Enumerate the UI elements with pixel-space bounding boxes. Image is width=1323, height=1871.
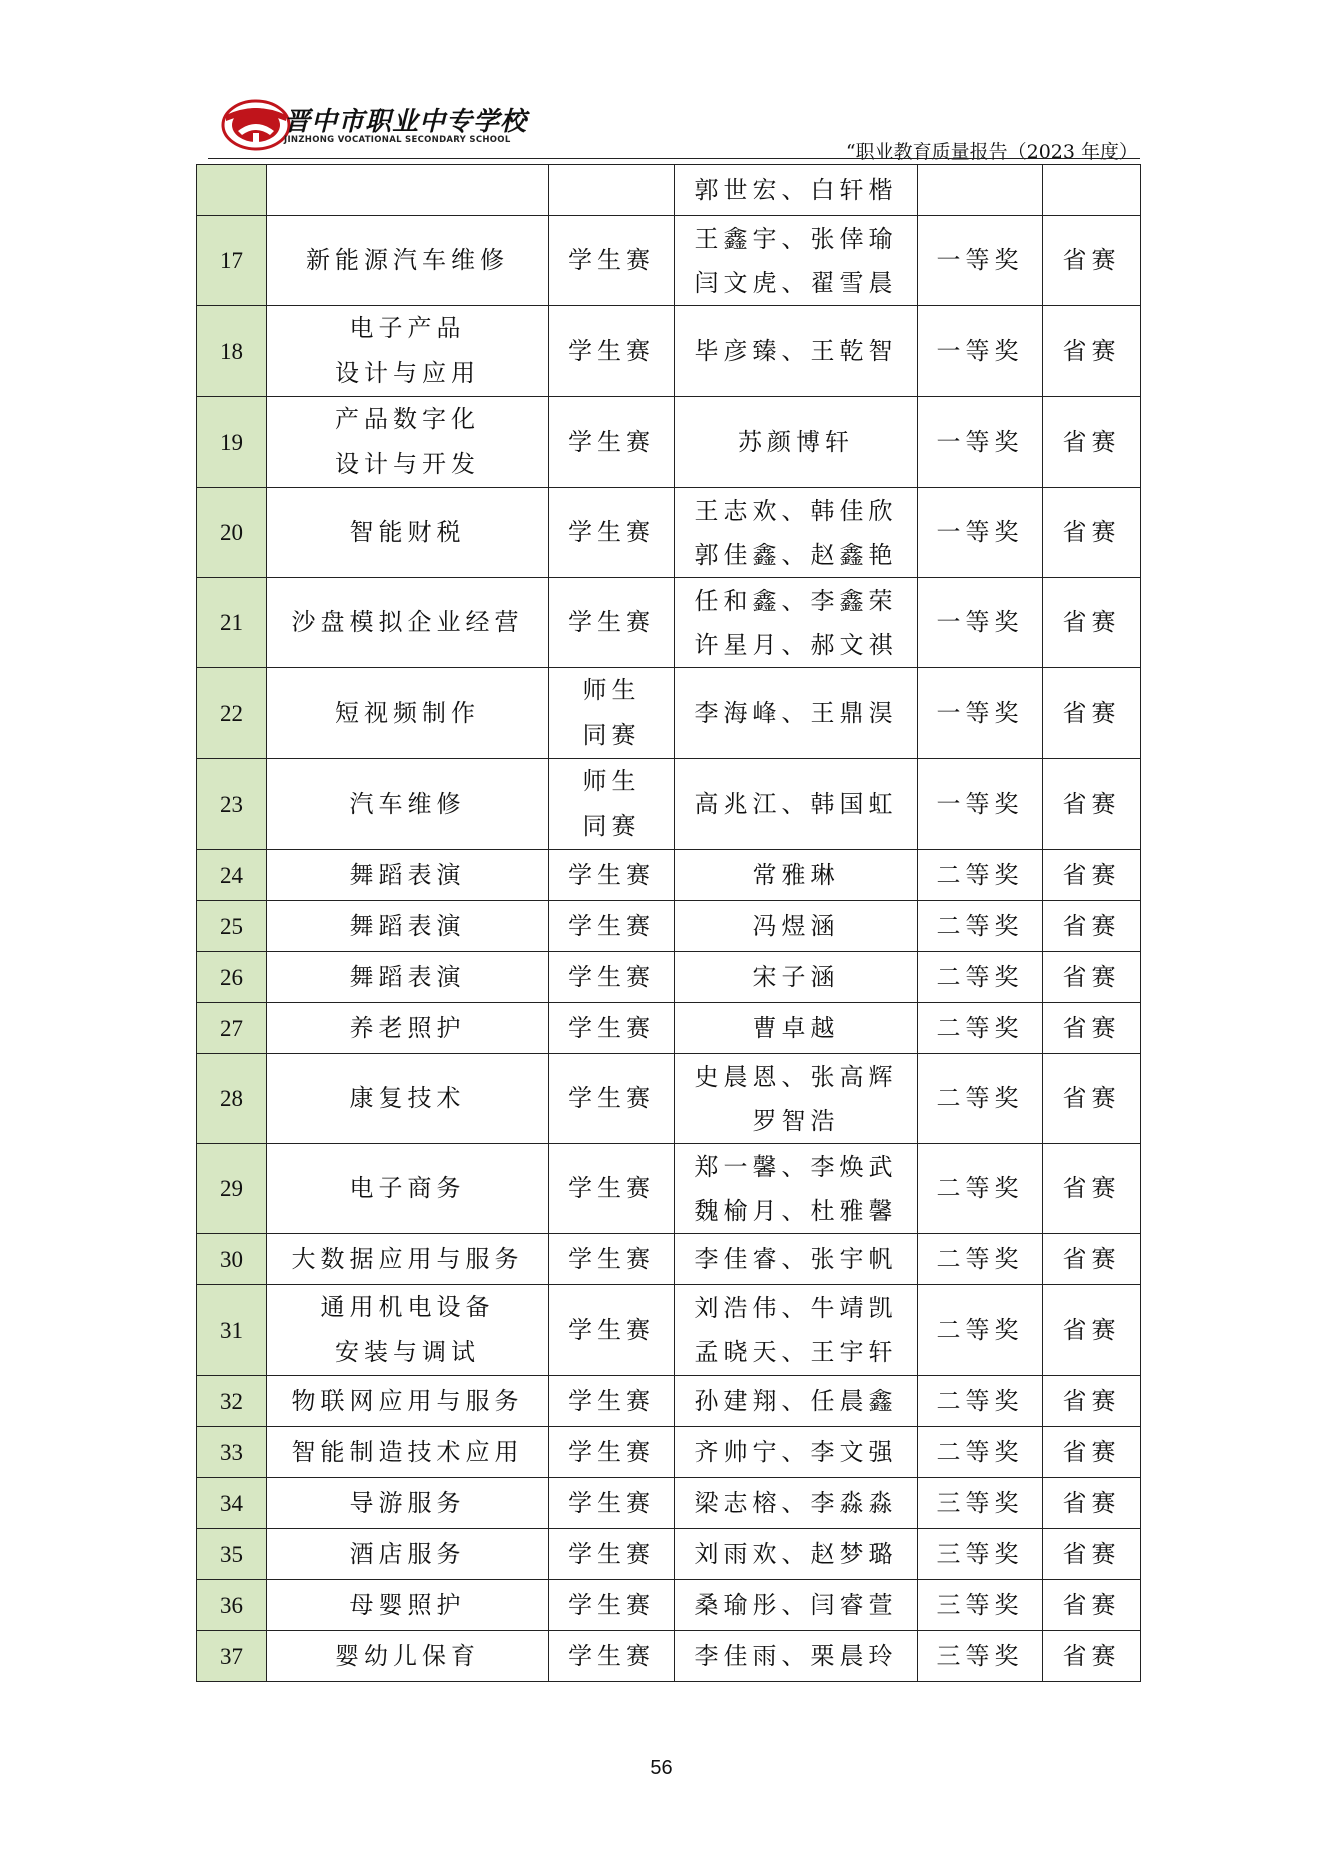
type-cell: [549, 216, 675, 306]
table-row: [197, 1427, 1141, 1478]
level-cell: 省赛: [1043, 901, 1141, 952]
level-cell: 省赛: [1043, 668, 1141, 759]
names-cell-line: 闫文虎、翟雪晨: [694, 268, 898, 297]
names-cell-line: 李佳睿、张宇帆: [694, 1245, 898, 1273]
award-cell: 二等奖: [918, 1054, 1043, 1144]
award-cell: 三等奖: [918, 1529, 1043, 1580]
table-row: [197, 759, 1141, 850]
level-cell: 省赛: [1043, 1529, 1141, 1580]
award-cell: 一等奖: [918, 759, 1043, 850]
awards-table: [196, 164, 1141, 1682]
type-cell-line: 学生赛: [568, 1590, 655, 1619]
table-row: [197, 1376, 1141, 1427]
type-cell-line: 学生赛: [568, 860, 655, 889]
names-cell-line: 王鑫宇、张倖瑜: [694, 224, 898, 253]
names-cell-line: 孟晓天、王宇轩: [694, 1338, 898, 1366]
names-cell-line: 梁志榕、李淼淼: [694, 1489, 898, 1517]
school-logo-icon: [220, 95, 292, 153]
event-cell: [267, 1529, 549, 1580]
event-cell-line: 汽车维修: [349, 789, 466, 818]
type-cell: [549, 1376, 675, 1427]
event-cell: [267, 1144, 549, 1234]
event-cell-line: 导游服务: [349, 1488, 466, 1517]
row-number-cell: 22: [197, 668, 267, 759]
event-cell: [267, 216, 549, 306]
type-cell-line: 学生赛: [568, 1174, 655, 1202]
names-cell-line: 桑瑜彤、闫睿萱: [694, 1591, 898, 1619]
names-cell-line: 史晨恩、张高辉: [694, 1062, 898, 1091]
level-cell: 省赛: [1043, 1631, 1141, 1682]
row-number-cell: 18: [197, 306, 267, 397]
event-cell-line: 新能源汽车维修: [306, 246, 509, 274]
type-cell-line: 师生: [582, 767, 641, 795]
event-cell: [267, 1580, 549, 1631]
event-cell-line: 设计与开发: [335, 450, 480, 478]
names-cell: [675, 488, 918, 578]
row-number-cell: 32: [197, 1376, 267, 1427]
type-cell: [549, 1631, 675, 1682]
table-row: [197, 1003, 1141, 1054]
header-divider: [208, 158, 1140, 159]
names-cell-line: 李佳雨、栗晨玲: [694, 1642, 898, 1670]
names-cell-line: 任和鑫、李鑫荣: [694, 586, 898, 615]
type-cell-line: 学生赛: [568, 1641, 655, 1670]
event-cell-line: 智能财税: [349, 518, 466, 546]
level-cell: 省赛: [1043, 1580, 1141, 1631]
names-cell: [675, 216, 918, 306]
row-number-cell: 17: [197, 216, 267, 306]
event-cell: [267, 952, 549, 1003]
row-number-cell: 25: [197, 901, 267, 952]
event-cell: [267, 488, 549, 578]
names-cell: [675, 306, 918, 397]
table-row: [197, 397, 1141, 488]
names-cell: [675, 901, 918, 952]
level-cell: 省赛: [1043, 306, 1141, 397]
names-cell-line: 曹卓越: [752, 1014, 840, 1042]
type-cell-line: 学生赛: [568, 1013, 655, 1042]
table-row: [197, 668, 1141, 759]
event-cell-line: 大数据应用与服务: [291, 1244, 524, 1273]
event-cell-line: 电子商务: [349, 1174, 466, 1202]
names-cell: [675, 668, 918, 759]
names-cell-line: 罗智浩: [752, 1106, 840, 1135]
row-number-cell: 29: [197, 1144, 267, 1234]
type-cell: [549, 850, 675, 901]
event-cell: [267, 306, 549, 397]
type-cell-line: 学生赛: [568, 1315, 655, 1344]
row-number-cell: 28: [197, 1054, 267, 1144]
event-cell: [267, 1478, 549, 1529]
names-cell: [675, 1003, 918, 1054]
award-cell: 二等奖: [918, 1285, 1043, 1376]
names-cell: [675, 1376, 918, 1427]
level-cell: 省赛: [1043, 1234, 1141, 1285]
event-cell-line: 设计与应用: [335, 359, 480, 387]
names-cell-line: 刘浩伟、牛靖凯: [694, 1294, 898, 1322]
names-cell-line: 王志欢、韩佳欣: [694, 496, 898, 525]
type-cell-line: 同赛: [582, 812, 641, 840]
level-cell: 省赛: [1043, 1054, 1141, 1144]
names-cell-line: 李海峰、王鼎淏: [694, 699, 898, 727]
type-cell: [549, 578, 675, 668]
names-cell: [675, 952, 918, 1003]
event-cell-line: 舞蹈表演: [349, 911, 466, 940]
level-cell: 省赛: [1043, 1003, 1141, 1054]
level-cell: [1043, 165, 1141, 216]
table-row: [197, 1234, 1141, 1285]
names-cell: [675, 1285, 918, 1376]
table-row: [197, 1580, 1141, 1631]
row-number-cell: 24: [197, 850, 267, 901]
event-cell-line: 养老照护: [349, 1013, 466, 1042]
row-number-cell: 36: [197, 1580, 267, 1631]
table-row: [197, 1144, 1141, 1234]
award-cell: 一等奖: [918, 216, 1043, 306]
award-cell: 一等奖: [918, 306, 1043, 397]
type-cell: [549, 1427, 675, 1478]
row-number-cell: 21: [197, 578, 267, 668]
type-cell-line: 学生赛: [568, 518, 655, 546]
event-cell-line: 短视频制作: [335, 698, 480, 727]
names-cell-line: 许星月、郝文祺: [694, 630, 898, 659]
level-cell: 省赛: [1043, 850, 1141, 901]
event-cell: [267, 759, 549, 850]
event-cell: [267, 1003, 549, 1054]
names-cell-line: 刘雨欢、赵梦璐: [694, 1540, 898, 1568]
event-cell: [267, 1631, 549, 1682]
table-row: [197, 488, 1141, 578]
level-cell: 省赛: [1043, 1144, 1141, 1234]
names-cell: [675, 1478, 918, 1529]
type-cell: [549, 397, 675, 488]
names-cell-line: 宋子涵: [752, 963, 840, 991]
names-cell-line: 魏榆月、杜雅馨: [694, 1196, 898, 1225]
names-cell: [675, 165, 918, 216]
award-cell: 一等奖: [918, 668, 1043, 759]
award-cell: 三等奖: [918, 1478, 1043, 1529]
award-cell: 二等奖: [918, 1427, 1043, 1478]
type-cell-line: 学生赛: [568, 1539, 655, 1568]
level-cell: 省赛: [1043, 488, 1141, 578]
row-number-cell: 23: [197, 759, 267, 850]
names-cell-line: 郭世宏、白轩楷: [694, 176, 898, 204]
school-name-english: JINZHONG VOCATIONAL SECONDARY SCHOOL: [284, 135, 511, 145]
event-cell-line: 酒店服务: [349, 1539, 466, 1568]
row-number-cell: 30: [197, 1234, 267, 1285]
event-cell-line: 舞蹈表演: [349, 860, 466, 889]
level-cell: 省赛: [1043, 759, 1141, 850]
names-cell-line: 毕彦臻、王乾智: [694, 337, 898, 365]
award-cell: 二等奖: [918, 1003, 1043, 1054]
event-cell: [267, 1427, 549, 1478]
event-cell-line: 康复技术: [349, 1084, 466, 1112]
table-row: [197, 1529, 1141, 1580]
award-cell: 三等奖: [918, 1580, 1043, 1631]
award-cell: 三等奖: [918, 1631, 1043, 1682]
level-cell: 省赛: [1043, 952, 1141, 1003]
table-row: [197, 216, 1141, 306]
names-cell: [675, 578, 918, 668]
type-cell: [549, 952, 675, 1003]
event-cell: [267, 1376, 549, 1427]
names-cell-line: 郭佳鑫、赵鑫艳: [694, 540, 898, 569]
type-cell: [549, 668, 675, 759]
row-number-cell: 19: [197, 397, 267, 488]
type-cell-line: 学生赛: [568, 336, 655, 365]
event-cell: [267, 901, 549, 952]
type-cell: [549, 306, 675, 397]
award-cell: 二等奖: [918, 850, 1043, 901]
event-cell: [267, 850, 549, 901]
type-cell: [549, 488, 675, 578]
names-cell-line: 郑一馨、李焕武: [694, 1152, 898, 1181]
award-cell: 二等奖: [918, 901, 1043, 952]
row-number-cell: 31: [197, 1285, 267, 1376]
table-row: [197, 1631, 1141, 1682]
table-row: [197, 165, 1141, 216]
table-row: [197, 850, 1141, 901]
page-header: [200, 95, 1140, 163]
page-number: 56: [650, 1757, 673, 1779]
type-cell-line: 学生赛: [568, 608, 655, 636]
type-cell: [549, 1003, 675, 1054]
type-cell-line: 同赛: [582, 721, 641, 749]
type-cell-line: 学生赛: [568, 1244, 655, 1273]
type-cell-line: 学生赛: [568, 911, 655, 940]
names-cell: [675, 1427, 918, 1478]
names-cell-line: 冯煜涵: [752, 912, 840, 940]
type-cell: [549, 1234, 675, 1285]
row-number-cell: 35: [197, 1529, 267, 1580]
event-cell: [267, 1234, 549, 1285]
event-cell-line: 安装与调试: [335, 1338, 480, 1366]
level-cell: 省赛: [1043, 1478, 1141, 1529]
award-cell: 一等奖: [918, 578, 1043, 668]
names-cell: [675, 850, 918, 901]
names-cell: [675, 1144, 918, 1234]
names-cell-line: 常雅琳: [752, 861, 840, 889]
row-number-cell: 26: [197, 952, 267, 1003]
table-row: [197, 1478, 1141, 1529]
award-cell: 二等奖: [918, 1234, 1043, 1285]
names-cell: [675, 1580, 918, 1631]
event-cell: [267, 1054, 549, 1144]
event-cell: [267, 1285, 549, 1376]
type-cell-line: 学生赛: [568, 1437, 655, 1466]
event-cell-line: 电子产品: [349, 314, 466, 342]
report-title: “职业教育质量报告（2023 年度）: [845, 141, 1138, 163]
type-cell-line: 学生赛: [568, 962, 655, 991]
event-cell-line: 智能制造技术应用: [291, 1437, 524, 1466]
row-number-cell: 27: [197, 1003, 267, 1054]
type-cell-line: 学生赛: [568, 1084, 655, 1112]
event-cell-line: 婴幼儿保育: [335, 1641, 480, 1670]
level-cell: 省赛: [1043, 578, 1141, 668]
type-cell: [549, 1529, 675, 1580]
event-cell: [267, 165, 549, 216]
type-cell: [549, 165, 675, 216]
event-cell: [267, 578, 549, 668]
type-cell-line: 学生赛: [568, 246, 655, 274]
type-cell: [549, 1285, 675, 1376]
names-cell: [675, 1234, 918, 1285]
table-row: [197, 578, 1141, 668]
table-row: [197, 952, 1141, 1003]
type-cell-line: 师生: [582, 676, 641, 704]
names-cell: [675, 1529, 918, 1580]
type-cell: [549, 1144, 675, 1234]
names-cell: [675, 1631, 918, 1682]
award-cell: 二等奖: [918, 952, 1043, 1003]
level-cell: 省赛: [1043, 1285, 1141, 1376]
award-cell: 二等奖: [918, 1144, 1043, 1234]
level-cell: 省赛: [1043, 397, 1141, 488]
event-cell-line: 母婴照护: [349, 1590, 466, 1619]
row-number-cell: [197, 165, 267, 216]
names-cell: [675, 1054, 918, 1144]
event-cell: [267, 668, 549, 759]
event-cell-line: 物联网应用与服务: [291, 1386, 524, 1415]
table-row: [197, 1285, 1141, 1376]
event-cell-line: 舞蹈表演: [349, 962, 466, 991]
names-cell: [675, 397, 918, 488]
award-cell: 一等奖: [918, 397, 1043, 488]
row-number-cell: 20: [197, 488, 267, 578]
type-cell: [549, 759, 675, 850]
type-cell: [549, 1478, 675, 1529]
type-cell-line: 学生赛: [568, 427, 655, 456]
event-cell-line: 通用机电设备: [320, 1293, 495, 1321]
names-cell: [675, 759, 918, 850]
names-cell-line: 高兆江、韩国虹: [694, 790, 898, 818]
type-cell-line: 学生赛: [568, 1386, 655, 1415]
level-cell: 省赛: [1043, 216, 1141, 306]
level-cell: 省赛: [1043, 1427, 1141, 1478]
school-name: 晋中市职业中专学校: [284, 107, 528, 137]
award-cell: [918, 165, 1043, 216]
type-cell: [549, 1580, 675, 1631]
type-cell: [549, 1054, 675, 1144]
level-cell: 省赛: [1043, 1376, 1141, 1427]
type-cell-line: 学生赛: [568, 1488, 655, 1517]
award-cell: 二等奖: [918, 1376, 1043, 1427]
row-number-cell: 33: [197, 1427, 267, 1478]
type-cell: [549, 901, 675, 952]
table-row: [197, 1054, 1141, 1144]
names-cell-line: 苏颜博轩: [738, 428, 854, 456]
names-cell-line: 孙建翔、任晨鑫: [694, 1387, 898, 1415]
row-number-cell: 37: [197, 1631, 267, 1682]
names-cell-line: 齐帅宁、李文强: [694, 1438, 898, 1466]
event-cell: [267, 397, 549, 488]
award-cell: 一等奖: [918, 488, 1043, 578]
event-cell-line: 沙盘模拟企业经营: [291, 608, 524, 636]
table-row: [197, 901, 1141, 952]
table-row: [197, 306, 1141, 397]
event-cell-line: 产品数字化: [335, 405, 480, 433]
row-number-cell: 34: [197, 1478, 267, 1529]
